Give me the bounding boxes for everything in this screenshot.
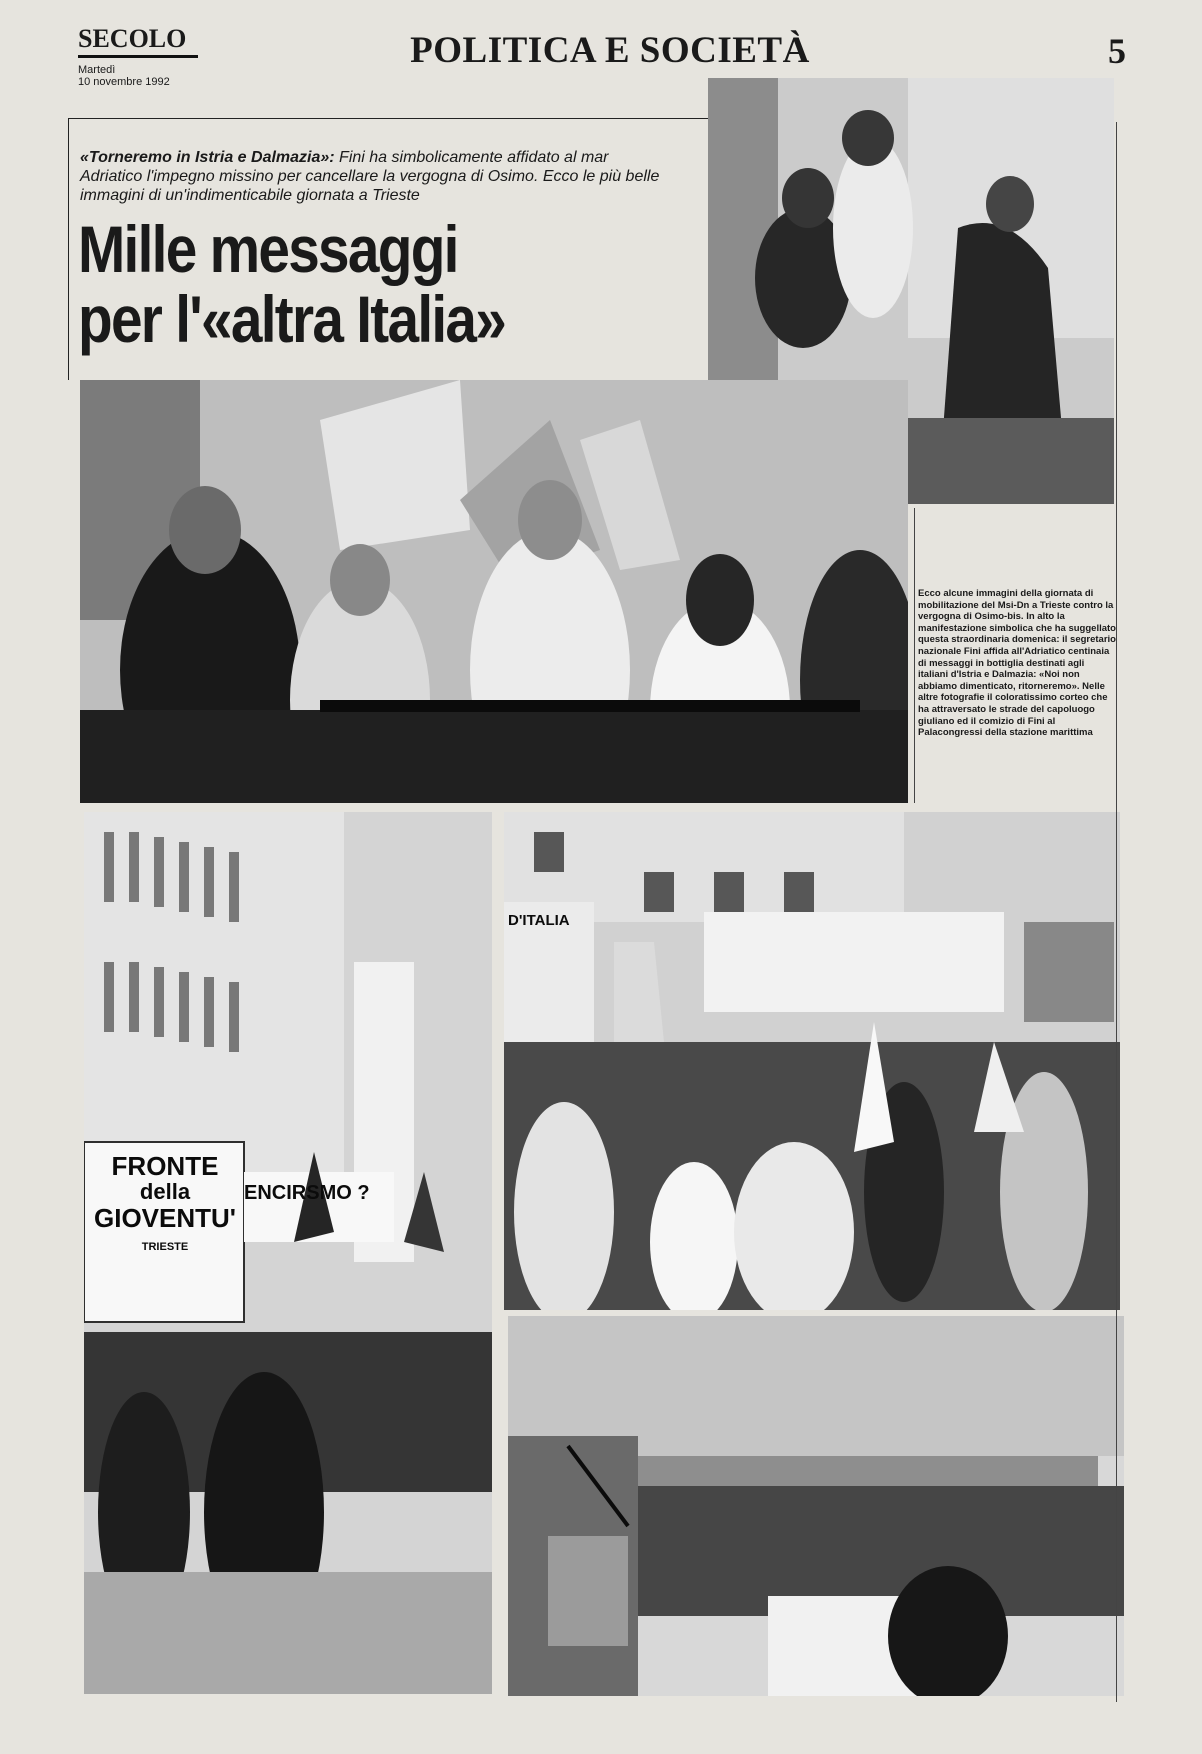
photo-leaders-railing bbox=[80, 380, 908, 803]
banner-ditalia: D'ITALIA bbox=[508, 912, 570, 929]
banner-partial: ENCIRSMO ? bbox=[244, 1182, 370, 1204]
banner-fronte-gioventu bbox=[90, 1152, 240, 1262]
article-headline bbox=[78, 214, 560, 354]
newspaper-logo: SECOLO bbox=[78, 24, 198, 58]
banner-word-1: FRONTE bbox=[111, 1151, 219, 1181]
kicker-text: Fini ha simbolicamente affidato al mar Adriatico l'impegno missino per cancellare la vergogna di Osimo. Ecco le più belle immagini di un'indimenticabile giornata a Trieste bbox=[80, 149, 660, 204]
photo-caption: Ecco alcune immagini della giornata di mobilitazione del Msi-Dn a Trieste contro la vergogna di Osimo-bis. In alto la manifestazione simbolica che ha suggellato questa straordinaria domenica: il segretario nazionale Fini affida all'Adriatico centinaia di messaggi in bottiglia destinati agli italiani d'Istria e Dalmazia: «Noi non abbiamo dimenticato, ritorneremo». Nelle altre fotografie il coloratissimo corteo che ha attraversato le strade del capoluogo giuliano ed il comizio di Fini al Palacongressi della stazione marittima bbox=[918, 588, 1116, 739]
banner-word-2: della bbox=[139, 1179, 191, 1204]
kicker-lead: «Torneremo in Istria e Dalmazia»: bbox=[80, 149, 335, 166]
banner-word-3: GIOVENTU' bbox=[94, 1203, 236, 1233]
issue-full-date: 10 novembre 1992 bbox=[78, 76, 170, 88]
banner-word-4: TRIESTE bbox=[141, 1241, 189, 1253]
article-kicker bbox=[80, 148, 660, 205]
photo-youth-march bbox=[84, 812, 492, 1694]
page-right-rule bbox=[1116, 122, 1117, 1702]
page-number: 5 bbox=[1108, 31, 1126, 71]
headline-line-1: Mille messaggi bbox=[78, 212, 458, 286]
photo-rally-hall bbox=[508, 1316, 1124, 1696]
caption-divider bbox=[914, 508, 915, 803]
issue-day: Martedì bbox=[78, 64, 116, 76]
issue-date bbox=[78, 64, 238, 88]
section-title: POLITICA E SOCIETÀ bbox=[410, 30, 810, 71]
photo-crowd-flags bbox=[504, 812, 1120, 1310]
headline-line-2: per l'«altra Italia» bbox=[78, 282, 506, 356]
